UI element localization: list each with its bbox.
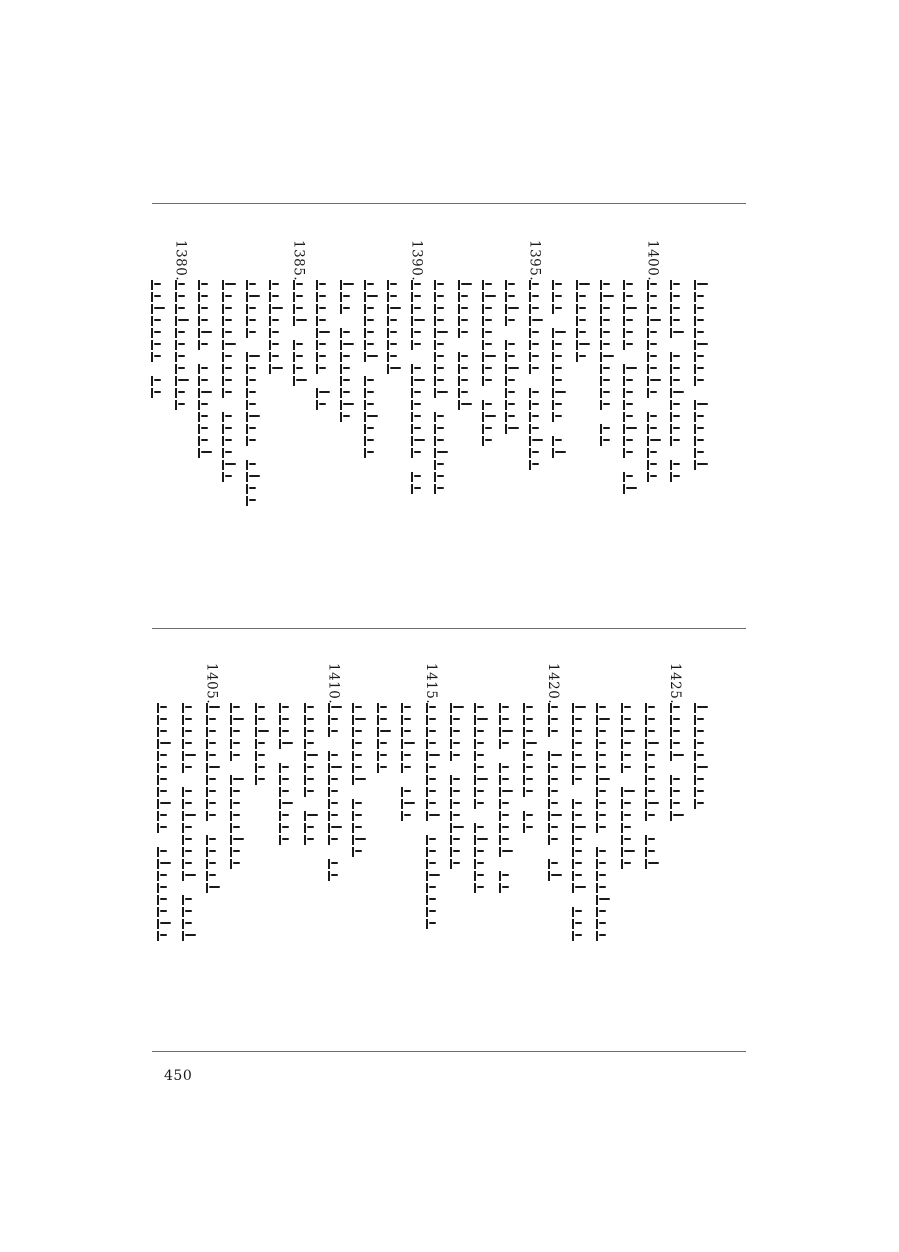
mongolian-verse-line [499, 703, 517, 895]
mongolian-verse-line [401, 703, 419, 823]
verse-column [147, 240, 175, 610]
mongolian-verse-line [523, 703, 541, 835]
mongolian-verse-line [411, 280, 429, 496]
mongolian-verse-line [175, 280, 193, 412]
mongolian-verse-line [387, 280, 405, 376]
verse-column [422, 663, 450, 1033]
mongolian-verse-line [529, 280, 547, 472]
mongolian-verse-line [645, 703, 663, 871]
line-number: 1420. [545, 663, 562, 705]
verse-column [397, 663, 425, 1033]
middle-rule [152, 628, 746, 629]
mongolian-verse-line [377, 703, 395, 775]
verse-column [348, 663, 376, 1033]
mongolian-verse-line [206, 703, 224, 895]
mongolian-verse-line [694, 280, 712, 472]
mongolian-verse-line [151, 280, 169, 400]
verse-column [300, 663, 328, 1033]
verse-column [544, 663, 572, 1033]
mongolian-verse-line [670, 280, 688, 484]
mongolian-verse-line [552, 280, 570, 460]
line-number: 1395. [526, 240, 543, 282]
line-number: 1390. [408, 240, 425, 282]
bottom-rule [152, 1051, 746, 1052]
mongolian-verse-line [426, 703, 444, 931]
mongolian-verse-line [576, 280, 594, 376]
mongolian-verse-line [450, 703, 468, 871]
verse-column [617, 663, 645, 1033]
verse-column [178, 663, 206, 1033]
stanza-top [150, 240, 740, 610]
line-number: 1380. [172, 240, 189, 282]
mongolian-verse-line [222, 280, 240, 484]
mongolian-verse-line [694, 703, 712, 811]
verse-column [690, 663, 718, 1033]
mongolian-verse-line [352, 703, 370, 859]
verse-column [641, 663, 669, 1033]
mongolian-verse-line [647, 280, 665, 484]
mongolian-verse-line [293, 280, 311, 388]
mongolian-verse-line [157, 703, 175, 955]
line-number: 1410. [325, 663, 342, 705]
verse-column [470, 663, 498, 1033]
mongolian-verse-line [340, 280, 358, 424]
line-number: 1400. [644, 240, 661, 282]
verse-column [446, 663, 474, 1033]
mongolian-verse-line [621, 703, 639, 871]
top-rule [152, 203, 746, 204]
verse-column [373, 663, 401, 1033]
mongolian-verse-line [505, 280, 523, 448]
mongolian-verse-line [269, 280, 287, 376]
verse-column [519, 663, 547, 1033]
mongolian-verse-line [279, 703, 297, 847]
verse-column [324, 663, 352, 1033]
mongolian-verse-line [623, 280, 641, 496]
stanza-bottom [150, 663, 740, 1033]
mongolian-verse-line [182, 703, 200, 943]
verse-column [568, 663, 596, 1033]
verse-column [666, 663, 694, 1033]
mongolian-verse-line [364, 280, 382, 460]
verse-column [202, 663, 230, 1033]
mongolian-verse-line [246, 280, 264, 508]
mongolian-verse-line [670, 703, 688, 823]
verse-column [275, 663, 303, 1033]
mongolian-verse-line [548, 703, 566, 883]
line-number: 1405. [203, 663, 220, 705]
mongolian-verse-line [230, 703, 248, 871]
mongolian-verse-line [600, 280, 618, 448]
mongolian-verse-line [482, 280, 500, 448]
verse-column [226, 663, 254, 1033]
line-number: 1385. [290, 240, 307, 282]
mongolian-verse-line [434, 280, 452, 496]
page-number: 450 [164, 1068, 193, 1084]
mongolian-verse-line [458, 280, 476, 412]
mongolian-verse-line [474, 703, 492, 895]
verse-column [592, 663, 620, 1033]
verse-column [495, 663, 523, 1033]
mongolian-verse-line [596, 703, 614, 943]
line-number: 1425. [667, 663, 684, 705]
mongolian-verse-line [255, 703, 273, 787]
verse-column [251, 663, 279, 1033]
mongolian-verse-line [316, 280, 334, 412]
mongolian-verse-line [328, 703, 346, 883]
mongolian-verse-line [304, 703, 322, 847]
verse-column [153, 663, 181, 1033]
mongolian-verse-line [198, 280, 216, 460]
mongolian-verse-line [572, 703, 590, 943]
line-number: 1415. [423, 663, 440, 705]
